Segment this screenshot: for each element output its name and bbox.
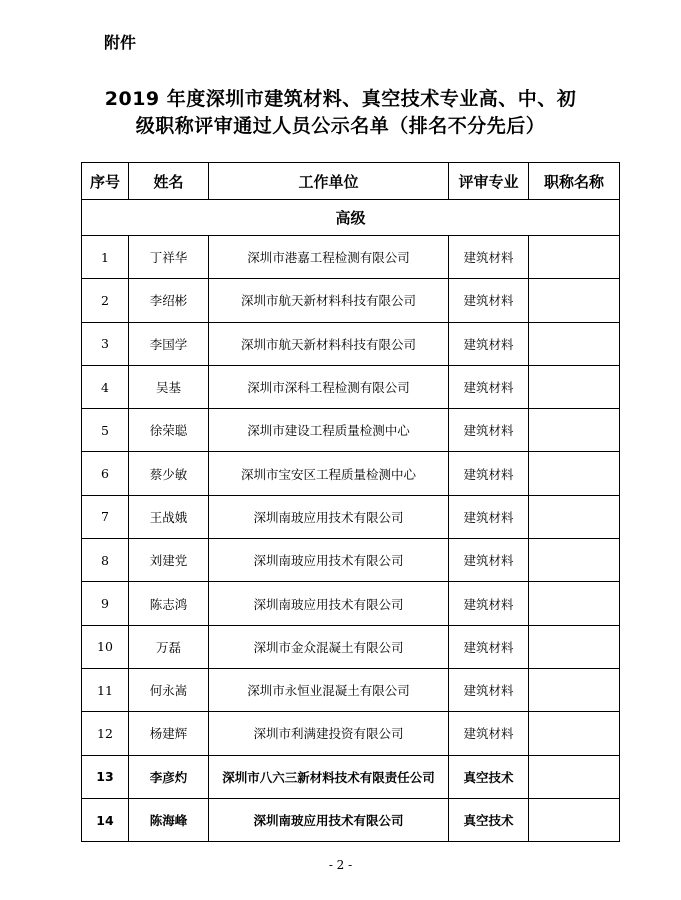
table-row — [82, 279, 620, 322]
header-cell-no: 序号 — [82, 163, 129, 200]
cell-major: 建筑材料 — [449, 279, 529, 322]
section-title: 高级 — [82, 200, 620, 236]
cell-unit: 深圳市永恒业混凝土有限公司 — [209, 668, 449, 711]
header-cell-name: 姓名 — [129, 163, 209, 200]
table-row — [82, 625, 620, 668]
cell-major: 建筑材料 — [449, 582, 529, 625]
cell-major: 建筑材料 — [449, 625, 529, 668]
cell-unit: 深圳市金众混凝土有限公司 — [209, 625, 449, 668]
table-row — [82, 755, 620, 798]
cell-unit: 深圳南玻应用技术有限公司 — [209, 495, 449, 538]
cell-major: 真空技术 — [449, 755, 529, 798]
table-row — [82, 539, 620, 582]
cell-unit: 深圳市八六三新材料技术有限责任公司 — [209, 755, 449, 798]
personnel-table — [81, 162, 620, 842]
cell-no: 5 — [82, 409, 129, 452]
cell-major: 真空技术 — [449, 798, 529, 841]
header-cell-title: 职称名称 — [529, 163, 620, 200]
cell-major: 建筑材料 — [449, 539, 529, 582]
cell-unit: 深圳市建设工程质量检测中心 — [209, 409, 449, 452]
cell-title — [529, 495, 620, 538]
cell-name: 吴基 — [129, 365, 209, 408]
cell-title — [529, 625, 620, 668]
table-header-row — [82, 163, 620, 200]
title-line-2: 级职称评审通过人员公示名单（排名不分先后） — [135, 115, 546, 137]
cell-no: 10 — [82, 625, 129, 668]
cell-name: 王战娥 — [129, 495, 209, 538]
cell-no: 12 — [82, 712, 129, 755]
cell-name: 李彦灼 — [129, 755, 209, 798]
cell-unit: 深圳南玻应用技术有限公司 — [209, 582, 449, 625]
cell-major: 建筑材料 — [449, 409, 529, 452]
table-row — [82, 798, 620, 841]
cell-title — [529, 365, 620, 408]
cell-title — [529, 279, 620, 322]
table-row — [82, 668, 620, 711]
cell-name: 万磊 — [129, 625, 209, 668]
cell-no: 8 — [82, 539, 129, 582]
cell-name: 陈志鸿 — [129, 582, 209, 625]
table-row — [82, 365, 620, 408]
cell-title — [529, 798, 620, 841]
cell-name: 陈海峰 — [129, 798, 209, 841]
cell-unit: 深圳市港嘉工程检测有限公司 — [209, 236, 449, 279]
cell-title — [529, 409, 620, 452]
cell-no: 9 — [82, 582, 129, 625]
cell-no: 14 — [82, 798, 129, 841]
table-row — [82, 712, 620, 755]
cell-name: 李绍彬 — [129, 279, 209, 322]
cell-name: 徐荣聪 — [129, 409, 209, 452]
table-row — [82, 322, 620, 365]
table-row — [82, 409, 620, 452]
cell-major: 建筑材料 — [449, 452, 529, 495]
cell-title — [529, 322, 620, 365]
document-title — [0, 86, 681, 140]
cell-title — [529, 539, 620, 582]
cell-unit: 深圳市利满建投资有限公司 — [209, 712, 449, 755]
cell-unit: 深圳市宝安区工程质量检测中心 — [209, 452, 449, 495]
cell-major: 建筑材料 — [449, 236, 529, 279]
title-line-1: 2019 年度深圳市建筑材料、真空技术专业高、中、初 — [104, 88, 577, 110]
cell-unit: 深圳市航天新材料科技有限公司 — [209, 279, 449, 322]
cell-unit: 深圳市航天新材料科技有限公司 — [209, 322, 449, 365]
table-row — [82, 495, 620, 538]
cell-name: 何永嵩 — [129, 668, 209, 711]
cell-name: 李国学 — [129, 322, 209, 365]
cell-title — [529, 452, 620, 495]
cell-no: 7 — [82, 495, 129, 538]
header-cell-major: 评审专业 — [449, 163, 529, 200]
cell-major: 建筑材料 — [449, 365, 529, 408]
cell-no: 11 — [82, 668, 129, 711]
cell-no: 1 — [82, 236, 129, 279]
cell-title — [529, 712, 620, 755]
table-row — [82, 582, 620, 625]
cell-name: 蔡少敏 — [129, 452, 209, 495]
page-number: - 2 - — [328, 858, 353, 872]
cell-unit: 深圳南玻应用技术有限公司 — [209, 798, 449, 841]
section-row — [82, 200, 620, 236]
cell-name: 丁祥华 — [129, 236, 209, 279]
cell-title — [529, 236, 620, 279]
cell-title — [529, 668, 620, 711]
cell-name: 刘建党 — [129, 539, 209, 582]
table-row — [82, 452, 620, 495]
cell-no: 6 — [82, 452, 129, 495]
cell-no: 2 — [82, 279, 129, 322]
cell-major: 建筑材料 — [449, 322, 529, 365]
cell-unit: 深圳南玻应用技术有限公司 — [209, 539, 449, 582]
cell-no: 4 — [82, 365, 129, 408]
cell-no: 3 — [82, 322, 129, 365]
cell-no: 13 — [82, 755, 129, 798]
cell-major: 建筑材料 — [449, 712, 529, 755]
header-cell-unit: 工作单位 — [209, 163, 449, 200]
attachment-label: 附件 — [104, 33, 137, 52]
cell-major: 建筑材料 — [449, 495, 529, 538]
cell-title — [529, 582, 620, 625]
cell-name: 杨建辉 — [129, 712, 209, 755]
cell-major: 建筑材料 — [449, 668, 529, 711]
cell-title — [529, 755, 620, 798]
table-row — [82, 236, 620, 279]
cell-unit: 深圳市深科工程检测有限公司 — [209, 365, 449, 408]
